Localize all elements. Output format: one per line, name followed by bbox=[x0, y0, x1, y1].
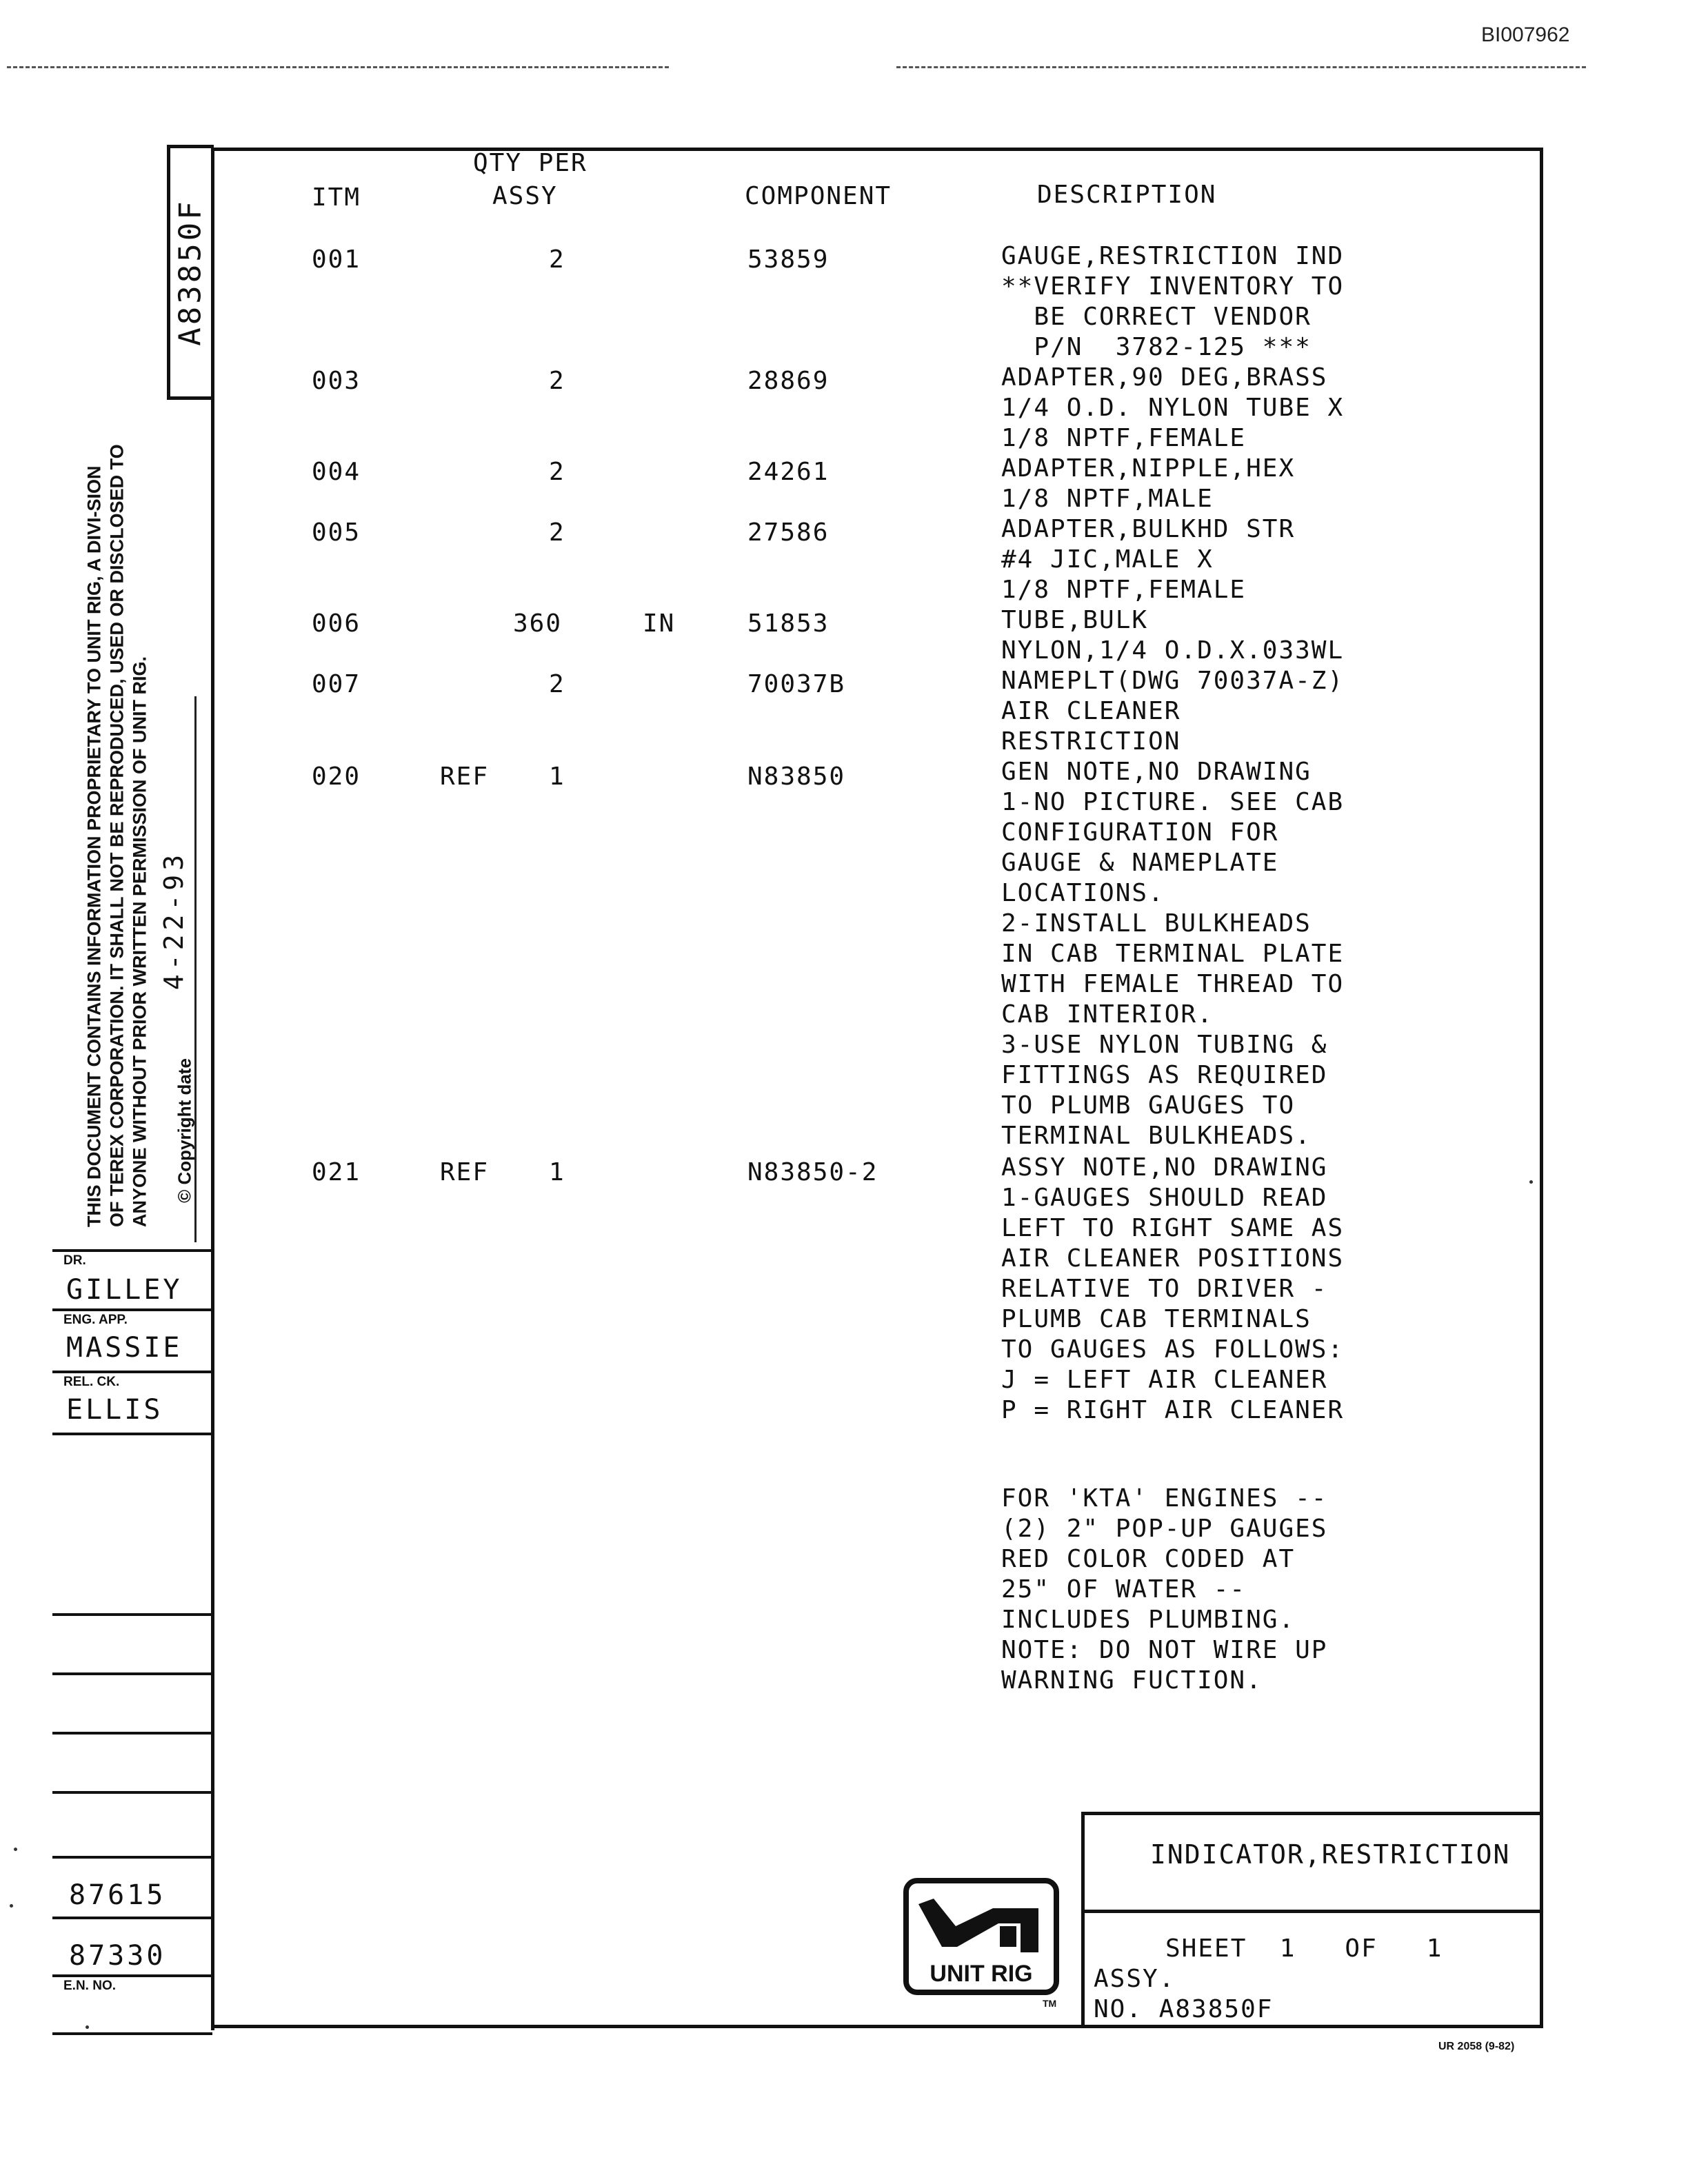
revision-rule bbox=[52, 1856, 212, 1859]
item-number: 020 bbox=[312, 762, 361, 791]
item-component: 70037B bbox=[747, 670, 846, 698]
copyright-date: 4-22-93 bbox=[159, 850, 189, 991]
item-component: 24261 bbox=[747, 458, 830, 486]
item-qty: 360 bbox=[513, 609, 563, 638]
item-number: 007 bbox=[312, 670, 361, 698]
col-header-component: COMPONENT bbox=[745, 182, 892, 210]
drawing-number: A83850F bbox=[172, 199, 208, 346]
document-id: BI007962 bbox=[1481, 23, 1570, 46]
item-description: ADAPTER,90 DEG,BRASS 1/4 O.D. NYLON TUBE X 1/8 NPTF,FEMALE bbox=[1001, 363, 1345, 452]
item-component: 27586 bbox=[747, 518, 830, 547]
en-no-label: E.N. NO. bbox=[63, 1979, 117, 1993]
left-margin-rule bbox=[211, 1241, 214, 2030]
item-unit: IN bbox=[643, 609, 676, 638]
dr-label: DR. bbox=[63, 1253, 86, 1268]
assy-number: NO. A83850F bbox=[1094, 1995, 1274, 2023]
en-number: 87615 bbox=[69, 1879, 166, 1911]
item-description: ADAPTER,BULKHD STR #4 JIC,MALE X 1/8 NPTF,FEMALE bbox=[1001, 515, 1296, 604]
item-qty: 2 bbox=[549, 518, 565, 547]
item-component: 28869 bbox=[747, 367, 830, 395]
drawing-title: INDICATOR,RESTRICTION bbox=[1150, 1839, 1511, 1870]
unit-rig-logo bbox=[903, 1878, 1059, 1995]
item-description: ASSY NOTE,NO DRAWING 1-GAUGES SHOULD READ LEFT TO RIGHT SAME AS AIR CLEANER POSITIONS RELATIVE TO DRIVER - PLUMB CAB TERMINALS TO GAUGES AS FOLLOWS: J = LEFT AIR CLEANER P = RIGHT AIR CLEANER bbox=[1001, 1153, 1345, 1424]
title-block-divider bbox=[1081, 1910, 1543, 1913]
trademark-mark: TM bbox=[1043, 1998, 1057, 2009]
revision-rule bbox=[52, 1917, 212, 1919]
col-header-qty-per: QTY PER bbox=[473, 149, 587, 177]
item-component: N83850-2 bbox=[747, 1158, 878, 1186]
item-component: 51853 bbox=[747, 609, 830, 638]
item-qty: 2 bbox=[549, 670, 565, 698]
item-component: 53859 bbox=[747, 245, 830, 274]
item-component: N83850 bbox=[747, 762, 846, 791]
form-number: UR 2058 (9-82) bbox=[1438, 2041, 1515, 2052]
item-description: GEN NOTE,NO DRAWING 1-NO PICTURE. SEE CAB CONFIGURATION FOR GAUGE & NAMEPLATE LOCATIONS. 2-INSTALL BULKHEADS IN CAB TERMINAL PLATE WITH FEMALE THREAD TO CAB INTERIOR. 3-USE NYLON TUBING & FITTINGS AS REQUIRED TO PLUMB GAUGES TO TERMINAL BULKHEADS. bbox=[1001, 758, 1345, 1150]
revision-rule bbox=[52, 1732, 212, 1735]
item-qty: 1 bbox=[549, 1158, 565, 1186]
eng-app-name: MASSIE bbox=[66, 1332, 183, 1364]
col-header-assy: ASSY bbox=[492, 182, 558, 210]
signature-rule bbox=[52, 1433, 212, 1435]
revision-rule bbox=[52, 1613, 212, 1616]
revision-rule bbox=[52, 1672, 212, 1675]
item-number: 001 bbox=[312, 245, 361, 274]
scan-speck bbox=[10, 1904, 13, 1908]
item-qty: 2 bbox=[549, 458, 565, 486]
col-header-itm: ITM bbox=[312, 183, 361, 212]
scan-speck bbox=[1529, 1180, 1533, 1184]
col-header-description: DESCRIPTION bbox=[1037, 181, 1217, 209]
eng-app-label: ENG. APP. bbox=[63, 1313, 128, 1327]
item-qty: 2 bbox=[549, 245, 565, 274]
assy-label: ASSY. bbox=[1094, 1965, 1176, 1993]
item-number: 005 bbox=[312, 518, 361, 547]
en-number: 87330 bbox=[69, 1940, 166, 1972]
signature-rule bbox=[52, 1249, 212, 1252]
logo-text: UNIT RIG bbox=[930, 1961, 1033, 1987]
item-number: 003 bbox=[312, 367, 361, 395]
sheet-number: SHEET 1 OF 1 bbox=[1165, 1934, 1443, 1963]
scan-speck bbox=[86, 2025, 89, 2029]
signature-rule bbox=[52, 1308, 212, 1311]
item-ref: REF bbox=[440, 1158, 490, 1186]
rel-ck-name: ELLIS bbox=[66, 1394, 163, 1426]
proprietary-notice: THIS DOCUMENT CONTAINS INFORMATION PROPRIETARY TO UNIT RIG, A DIVI-SION OF TEREX CORPORATION. IT SHALL NOT BE REPRODUCED, USED OR DISCLOSED TO ANYONE WITHOUT PRIOR WRITTEN PERMISSION OF UNIT RIG. bbox=[83, 444, 150, 1227]
unit-rig-logo-icon bbox=[903, 1878, 1059, 1995]
item-number: 021 bbox=[312, 1158, 361, 1186]
dr-name: GILLEY bbox=[66, 1274, 183, 1306]
copyright-label: © Copyright date bbox=[174, 1058, 195, 1203]
revision-rule bbox=[52, 1974, 212, 1977]
item-qty: 2 bbox=[549, 367, 565, 395]
scan-speck bbox=[14, 1848, 17, 1851]
rel-ck-label: REL. CK. bbox=[63, 1375, 120, 1389]
item-description: NAMEPLT(DWG 70037A-Z) AIR CLEANER RESTRICTION bbox=[1001, 667, 1345, 756]
item-number: 004 bbox=[312, 458, 361, 486]
revision-rule bbox=[52, 2032, 212, 2035]
engine-note: FOR 'KTA' ENGINES -- (2) 2" POP-UP GAUGES RED COLOR CODED AT 25" OF WATER -- INCLUDES PLUMBING. NOTE: DO NOT WIRE UP WARNING FUCTION. bbox=[1001, 1484, 1328, 1695]
item-number: 006 bbox=[312, 609, 361, 638]
top-dashed-rule bbox=[896, 66, 1586, 68]
revision-rule bbox=[52, 1791, 212, 1794]
item-description: GAUGE,RESTRICTION IND **VERIFY INVENTORY TO BE CORRECT VENDOR P/N 3782-125 *** bbox=[1001, 242, 1345, 361]
top-dashed-rule bbox=[7, 66, 669, 68]
item-qty: 1 bbox=[549, 762, 565, 791]
item-ref: REF bbox=[440, 762, 490, 791]
signature-rule bbox=[52, 1371, 212, 1373]
item-description: TUBE,BULK NYLON,1/4 O.D.X.033WL bbox=[1001, 606, 1345, 665]
item-description: ADAPTER,NIPPLE,HEX 1/8 NPTF,MALE bbox=[1001, 454, 1296, 513]
